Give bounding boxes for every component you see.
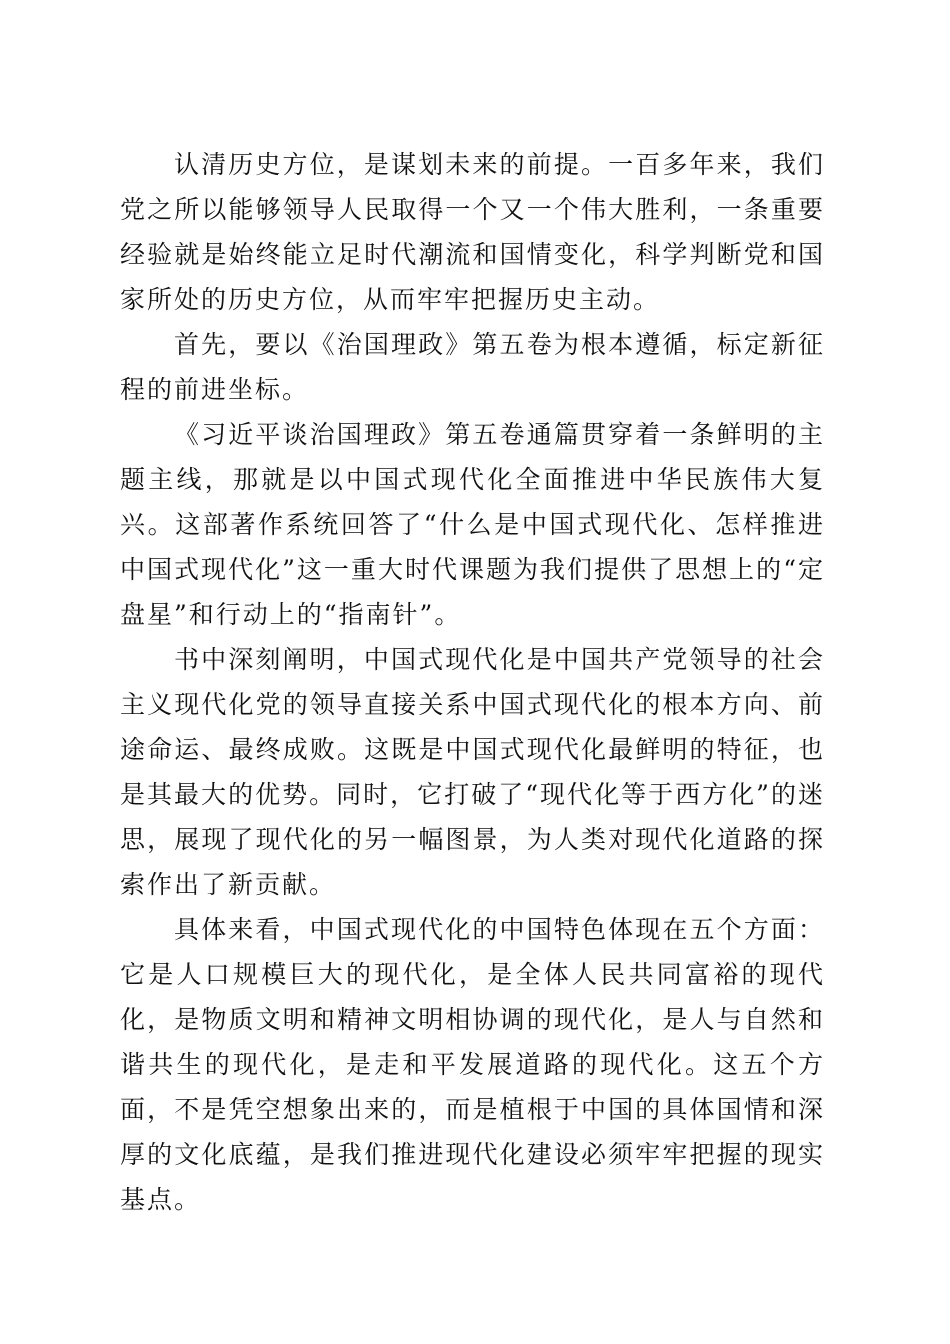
paragraph-five-characteristics: 具体来看，中国式现代化的中国特色体现在五个方面：它是人口规模巨大的现代化，是全体人民共同富裕的现代化，是物质文明和精神文明相协调的现代化，是人与自然和谐共生的现代化，是走和平发展道路的现代化。这五个方面，不是凭空想象出来的，而是植根于中国的具体国情和深厚的文化底蕴，是我们推进现代化建设必须牢牢把握的现实基点。 (120, 915, 825, 1214)
paragraph-party-leadership: 书中深刻阐明，中国式现代化是中国共产党领导的社会主义现代化党的领导直接关系中国式现代化的根本方向、前途命运、最终成败。这既是中国式现代化最鲜明的特征，也是其最大的优势。同时，它打破了“现代化等于西方化”的迷思，展现了现代化的另一幅图景，为人类对现代化道路的探索作出了新贡献。 (120, 645, 825, 899)
document-body (120, 142, 825, 1222)
paragraph-historical-position: 认清历史方位，是谋划未来的前提。一百多年来，我们党之所以能够领导人民取得一个又一个伟大胜利，一条重要经验就是始终能立足时代潮流和国情变化，科学判断党和国家所处的历史方位，从而牢牢把握历史主动。 (120, 150, 825, 314)
paragraph-first-point: 首先，要以《治国理政》第五卷为根本遵循，标定新征程的前进坐标。 (120, 330, 825, 404)
paragraph-volume-five-theme: 《习近平谈治国理政》第五卷通篇贯穿着一条鲜明的主题主线，那就是以中国式现代化全面推进中华民族伟大复兴。这部著作系统回答了“什么是中国式现代化、怎样推进中国式现代化”这一重大时代课题为我们提供了思想上的“定盘星”和行动上的“指南针”。 (120, 420, 825, 629)
